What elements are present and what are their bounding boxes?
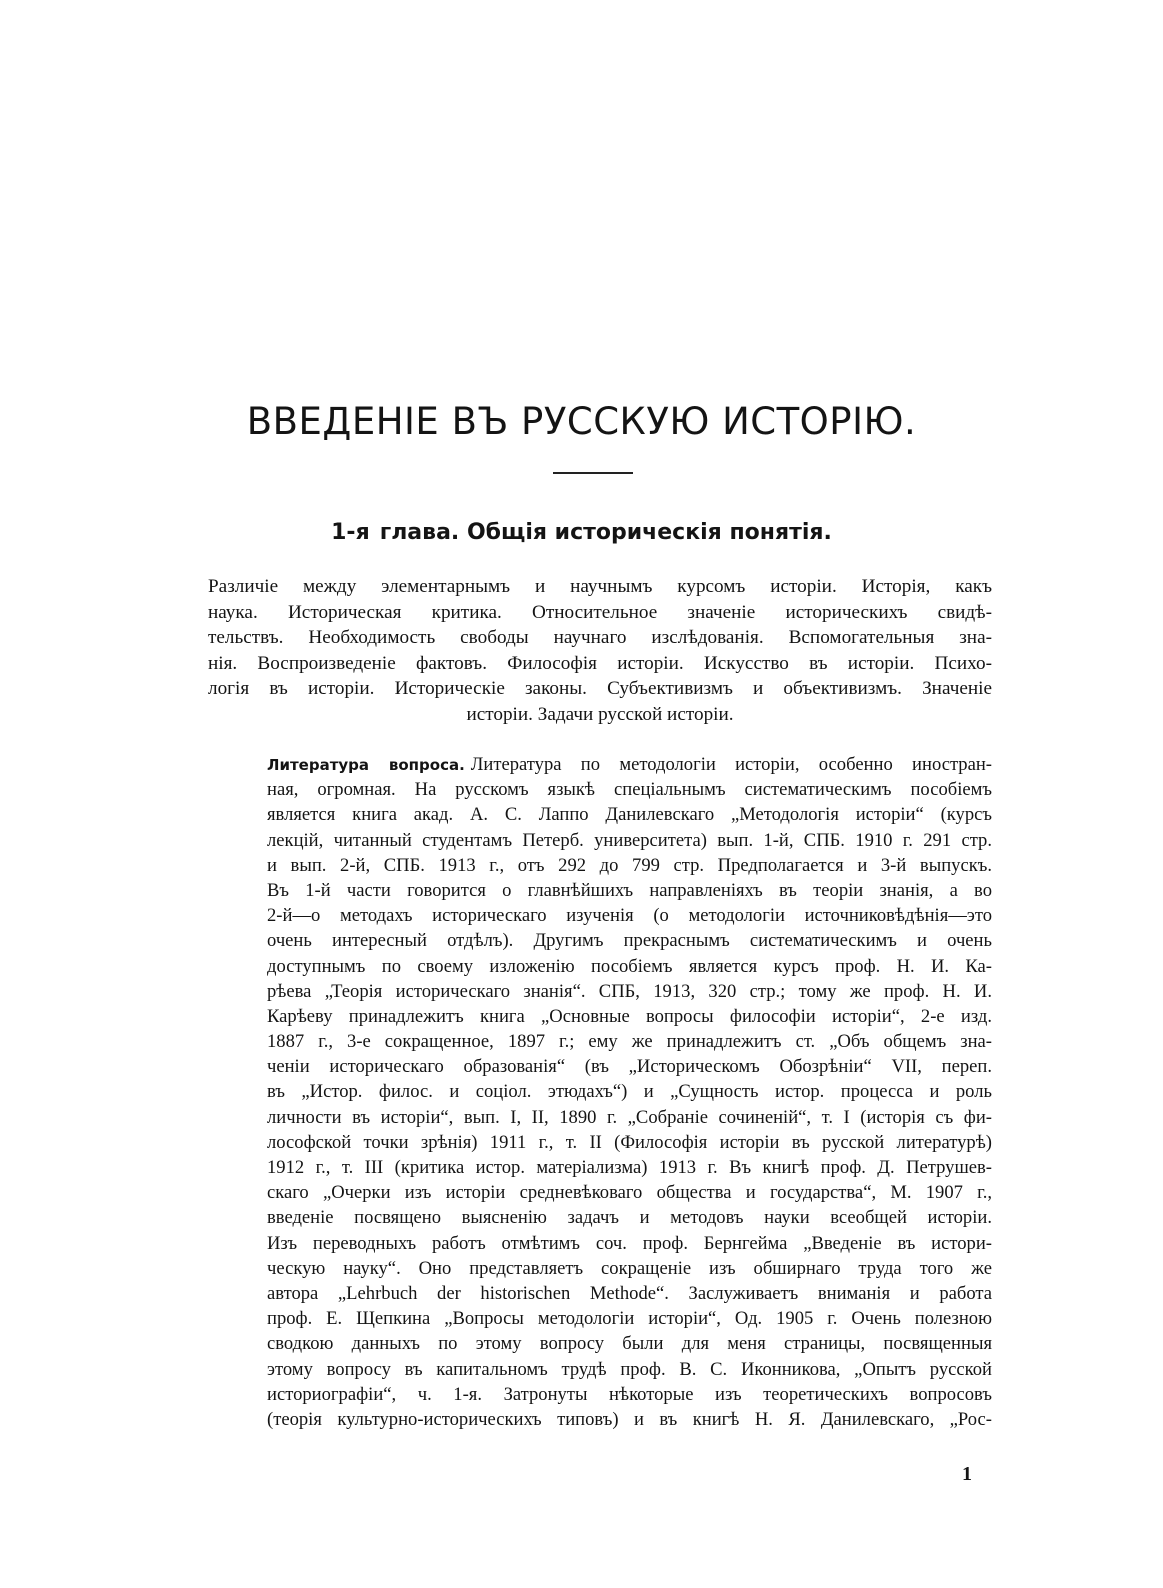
body-line-text: Литература по методологіи исторіи, особенно иностран- <box>470 754 992 775</box>
body-line: этому вопросу въ капитальномъ трудѣ проф. В. С. Иконникова, „Опытъ русской <box>267 1358 992 1380</box>
body-line: ченіи историческаго образованія“ (въ „Историческомъ Обозрѣніи“ VII, переп. <box>267 1056 992 1078</box>
section-lead: Литература вопроса. <box>267 756 465 774</box>
body-line: очень интересный отдѣлъ). Другимъ прекраснымъ систематическимъ и очень <box>267 930 992 952</box>
body-line: Изъ переводныхъ работъ отмѣтимъ соч. проф. Бернгейма „Введеніе въ истори- <box>267 1232 992 1254</box>
body-line: въ „Истор. филос. и соціол. этюдахъ“) и „Сущность истор. процесса и роль <box>267 1081 992 1103</box>
chapter-label: глава. Общія историческія понятія. <box>379 520 832 545</box>
body-line: 1912 г., т. III (критика истор. матеріализма) 1913 г. Въ книгѣ проф. Д. Петрушев- <box>267 1157 992 1178</box>
body-line: является книга акад. А. С. Лаппо Данилевскаго „Методологія исторіи“ (курсъ <box>267 804 992 826</box>
summary-line: нія. Воспроизведеніе фактовъ. Философія исторіи. Искусство въ исторіи. Психо- <box>208 652 992 674</box>
body-text <box>267 752 992 1432</box>
body-line: 2-й—о методахъ историческаго изученія (о методологіи источниковѣдѣнія—это <box>267 905 992 927</box>
body-line: ческую науку“. Оно представляетъ сокращеніе изъ обширнаго труда того же <box>267 1257 992 1279</box>
body-line: введеніе посвящено выясненію задачъ и методовъ науки всеобщей исторіи. <box>267 1207 992 1229</box>
body-line: 1887 г., 3-е сокращенное, 1897 г.; ему же принадлежитъ ст. „Объ общемъ зна- <box>267 1031 992 1053</box>
body-line: Карѣеву принадлежитъ книга „Основные вопросы философіи исторіи“, 2-е изд. <box>267 1005 992 1027</box>
body-line <box>267 752 992 777</box>
page-number: 1 <box>962 1463 972 1485</box>
body-line: автора „Lehrbuch der historischen Methode“. Заслуживаетъ вниманія и работа <box>267 1282 992 1304</box>
title-divider <box>553 472 633 474</box>
chapter-summary <box>208 574 992 727</box>
summary-line: тельствъ. Необходимость свободы научнаго изслѣдованія. Вспомогательныя зна- <box>208 627 992 648</box>
summary-line: наука. Историческая критика. Относительное значеніе историческихъ свидѣ- <box>208 601 992 623</box>
body-line: лекцій, читанный студентамъ Петерб. университета) вып. 1-й, СПБ. 1910 г. 291 стр. <box>267 829 992 851</box>
body-line: проф. Е. Щепкина „Вопросы методологіи исторіи“, Од. 1905 г. Очень полезною <box>267 1308 992 1330</box>
page-title: ВВЕДЕНІЕ ВЪ РУССКУЮ ИСТОРІЮ. <box>246 400 917 443</box>
chapter-number: 1-я <box>331 520 370 545</box>
body-line: (теорія культурно-историческихъ типовъ) и въ книгѣ Н. Я. Данилевскаго, „Рос- <box>267 1408 992 1430</box>
chapter-heading <box>150 520 1013 546</box>
body-line: Въ 1-й части говорится о главнѣйшихъ направленіяхъ въ теоріи знанія, а во <box>267 879 992 901</box>
summary-line: логія въ исторіи. Историческіе законы. Субъективизмъ и объективизмъ. Значеніе <box>208 678 992 699</box>
body-line: скаго „Очерки изъ исторіи средневѣковаго общества и государства“, М. 1907 г., <box>267 1182 992 1204</box>
body-line: лософской точки зрѣнія) 1911 г., т. II (Философія исторіи въ русской литературѣ) <box>267 1131 992 1153</box>
summary-line: Различіе между элементарнымъ и научнымъ курсомъ исторіи. Исторія, какъ <box>208 576 992 597</box>
summary-line: исторіи. Задачи русской исторіи. <box>466 703 734 725</box>
body-line: ная, огромная. На русскомъ языкѣ спеціальнымъ систематическимъ пособіемъ <box>267 779 992 801</box>
body-line: рѣева „Теорія историческаго знанія“. СПБ, 1913, 320 стр.; тому же проф. Н. И. <box>267 980 992 1002</box>
body-line: личности въ исторіи“, вып. I, II, 1890 г. „Собраніе сочиненій“, т. I (исторія съ фи- <box>267 1106 992 1128</box>
body-line: и вып. 2-й, СПБ. 1913 г., отъ 292 до 799 стр. Предполагается и 3-й выпускъ. <box>267 854 992 876</box>
body-line: сводкою данныхъ по этому вопросу были для меня страницы, посвященныя <box>267 1333 992 1355</box>
body-line: историографіи“, ч. 1-я. Затронуты нѣкоторые изъ теоретическихъ вопросовъ <box>267 1383 992 1405</box>
body-line: доступнымъ по своему изложенію пособіемъ является курсъ проф. Н. И. Ка- <box>267 955 992 977</box>
